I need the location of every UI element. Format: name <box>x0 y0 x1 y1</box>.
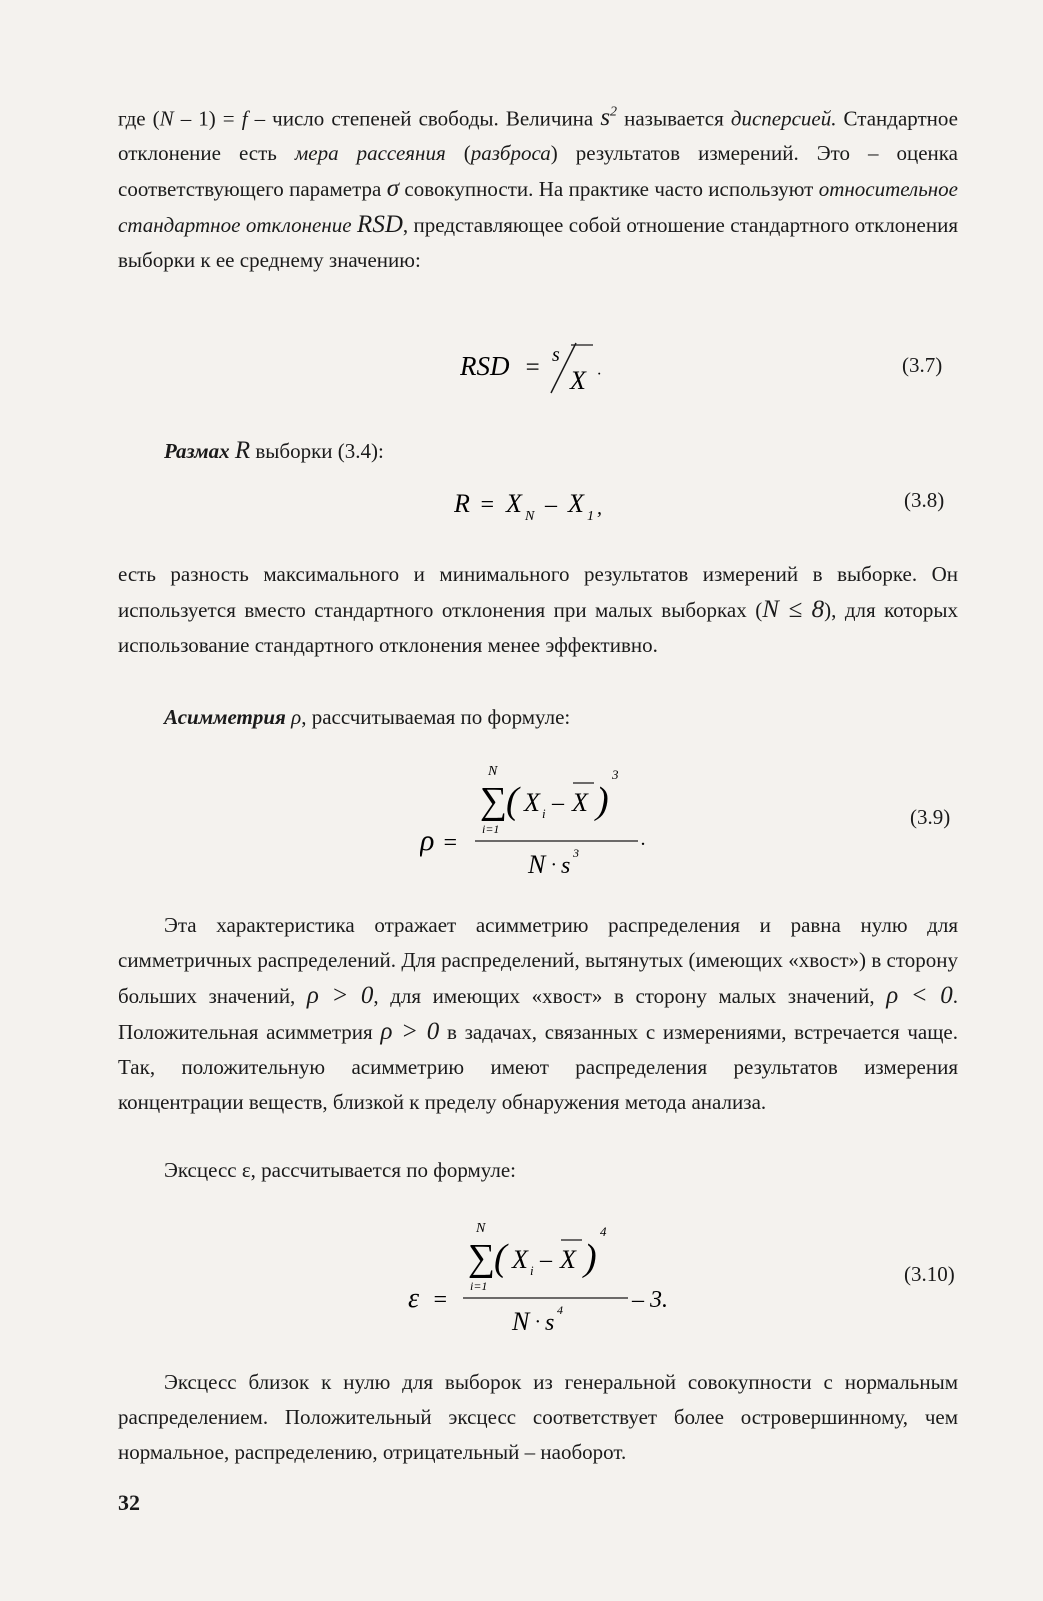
formula-exc-upper: N <box>476 1221 486 1236</box>
formula-excess <box>408 1212 698 1347</box>
formula-exc-lower: i=1 <box>470 1279 488 1293</box>
formula-asym-dot: . <box>641 828 646 850</box>
equation-number-3-10: (3.10) <box>904 1262 955 1286</box>
math-n-le-8: N ≤ 8 <box>762 596 825 623</box>
formula-range <box>454 478 644 533</box>
formula-asym-den-dot: · <box>551 854 556 876</box>
formula-exc-den-power: 4 <box>557 1303 563 1317</box>
formula-exc-den-s: s <box>545 1310 555 1336</box>
equation-number-3-8: (3.8) <box>904 488 945 512</box>
text-span: ), для которых использование стандартного отклонения менее эффективно. <box>118 598 959 657</box>
formula-asym-lower: i=1 <box>482 822 500 836</box>
paragraph-degrees-of-freedom <box>118 95 958 278</box>
paragraph-range <box>118 433 958 469</box>
formula-asym-lhs: ρ <box>420 824 435 857</box>
text-span: есть разность максимального и минимального результатов измерений в выборке. Он используется вместо стандартного отклонения при малых выборках ( <box>118 562 958 622</box>
math-rho-gt-0: ρ > 0 <box>306 982 374 1009</box>
formula-asym-den-n: N <box>528 850 546 879</box>
formula-excess-svg <box>408 1212 698 1342</box>
text-span: , рассчитываемая по формуле: <box>301 705 571 729</box>
formula-asymmetry <box>420 755 670 890</box>
paragraph-asymmetry-intro <box>118 700 958 735</box>
formula-exc-den-n: N <box>512 1307 530 1336</box>
formula-asymmetry-svg <box>420 755 670 885</box>
formula-range-sub-1: 1 <box>587 509 594 524</box>
formula-rsd-num: s <box>552 344 560 366</box>
text-span: выборки (3.4): <box>250 439 384 463</box>
formula-asym-close: ) <box>596 780 609 822</box>
page-number: 32 <box>118 1490 140 1515</box>
term-measure-of-spread: мера рассеяния <box>294 141 446 166</box>
text-span: Эксцесс ε, рассчитывается по формуле: <box>164 1158 517 1182</box>
formula-asym-sigma: ∑ <box>480 780 508 822</box>
math-rho-gt-0-second: ρ > 0 <box>380 1018 440 1045</box>
text-span: ( <box>445 141 471 166</box>
math-s-squared <box>600 104 617 131</box>
formula-range-x2: X <box>568 489 584 518</box>
term-asymmetry: Асимметрия <box>164 705 286 729</box>
formula-range-minus: – <box>545 492 557 518</box>
formula-range-svg <box>454 478 644 528</box>
formula-asym-den-power: 3 <box>573 846 579 860</box>
formula-range-sub-n: N <box>525 509 535 524</box>
text-span: Стандартное отклонение есть <box>118 106 958 166</box>
formula-asym-i: i <box>542 806 546 821</box>
formula-asym-open: ( <box>506 780 519 822</box>
text-span: называется <box>617 106 731 131</box>
formula-range-comma: , <box>597 497 602 519</box>
formula-asym-xbar: X <box>572 788 588 817</box>
text-span: . Положительная асимметрия <box>118 984 958 1044</box>
formula-rsd-dot: · <box>597 366 601 383</box>
paragraph-excess-intro <box>118 1153 958 1188</box>
formula-asym-upper: N <box>488 764 498 779</box>
term-relative-std: относительное стандартное отклонение <box>118 177 959 238</box>
math-rho: ρ <box>285 705 302 729</box>
paragraph-asymmetry-description <box>118 908 958 1120</box>
formula-range-lhs: R <box>454 489 470 518</box>
text-span: – число степеней свободы. Величина <box>247 106 601 131</box>
formula-range-x1: X <box>506 489 522 518</box>
math-s: s <box>600 104 611 132</box>
formula-exc-close: ) <box>584 1237 597 1279</box>
text-span: где ( <box>118 106 160 131</box>
formula-asym-minus: – <box>552 790 564 816</box>
formula-exc-den-dot: · <box>535 1311 540 1333</box>
formula-exc-power: 4 <box>600 1224 607 1239</box>
formula-rsd-lhs: RSD <box>460 351 510 381</box>
math-rho-lt-0: ρ < 0 <box>886 982 953 1009</box>
text-span: , для имеющих «хвост» в сторону малых значений, <box>373 984 887 1008</box>
formula-exc-xi: X <box>512 1245 528 1274</box>
formula-exc-xbar: X <box>560 1245 576 1274</box>
formula-exc-open: ( <box>494 1237 507 1279</box>
math-r: R <box>234 437 251 464</box>
text-span: ) результатов измерений. Это – оценка соответствующего параметра <box>118 141 958 202</box>
formula-asym-eq: = <box>442 830 459 856</box>
formula-exc-minus: – <box>540 1247 552 1273</box>
formula-exc-lhs: ε <box>408 1283 420 1314</box>
formula-rsd <box>460 333 640 408</box>
text-span: Эта характеристика отражает асимметрию распределения и равна нулю для симметричных распределений. Для распределений, вытянутых (имеющих «хвост») в сторону больших значений, <box>118 913 958 1008</box>
text-span: Эксцесс близок к нулю для выборок из генеральной совокупности с нормальным распределением. Положительный эксцесс соответствует более островершинному, чем нормальное, распределению, отрицательный – наоборот. <box>118 1370 958 1464</box>
equation-number-3-9: (3.9) <box>910 805 951 829</box>
formula-exc-eq: = <box>432 1287 449 1313</box>
formula-rsd-den: X <box>570 366 586 395</box>
formula-range-eq: = <box>479 492 496 518</box>
equation-number-3-7: (3.7) <box>902 353 943 377</box>
text-span: , представляющее собой отношение стандартного отклонения выборки к ее среднему значению: <box>118 213 958 273</box>
superscript-2: 2 <box>610 105 618 120</box>
math-sigma: σ <box>386 175 400 203</box>
formula-asym-power: 3 <box>612 767 619 782</box>
formula-exc-sigma: ∑ <box>468 1237 496 1279</box>
paragraph-range-description <box>118 557 958 663</box>
formula-rsd-eq: = <box>524 354 541 381</box>
formula-rsd-svg <box>460 333 640 403</box>
formula-asym-den-s: s <box>561 853 571 879</box>
math-rsd: RSD <box>357 211 403 239</box>
term-dispersion: дисперсией. <box>730 106 837 131</box>
formula-asym-xi: X <box>524 788 540 817</box>
text-span: в задачах, связанных с измерениями, встречается чаще. Так, положительную асимметрию имеют распределения результатов измерения концентрации веществ, близкой к пределу обнаружения метода анализа. <box>118 1020 958 1114</box>
math-f: f <box>241 106 248 131</box>
term-range: Размах <box>164 439 230 463</box>
formula-exc-i: i <box>530 1263 534 1278</box>
text-span: совокупности. На практике часто используют <box>399 177 819 202</box>
paragraph-excess-description <box>118 1365 958 1470</box>
text-span: – 1) = <box>173 106 242 131</box>
math-n: N <box>159 106 174 131</box>
formula-exc-tail: – 3. <box>632 1287 668 1313</box>
term-scatter: разброса <box>470 141 551 166</box>
